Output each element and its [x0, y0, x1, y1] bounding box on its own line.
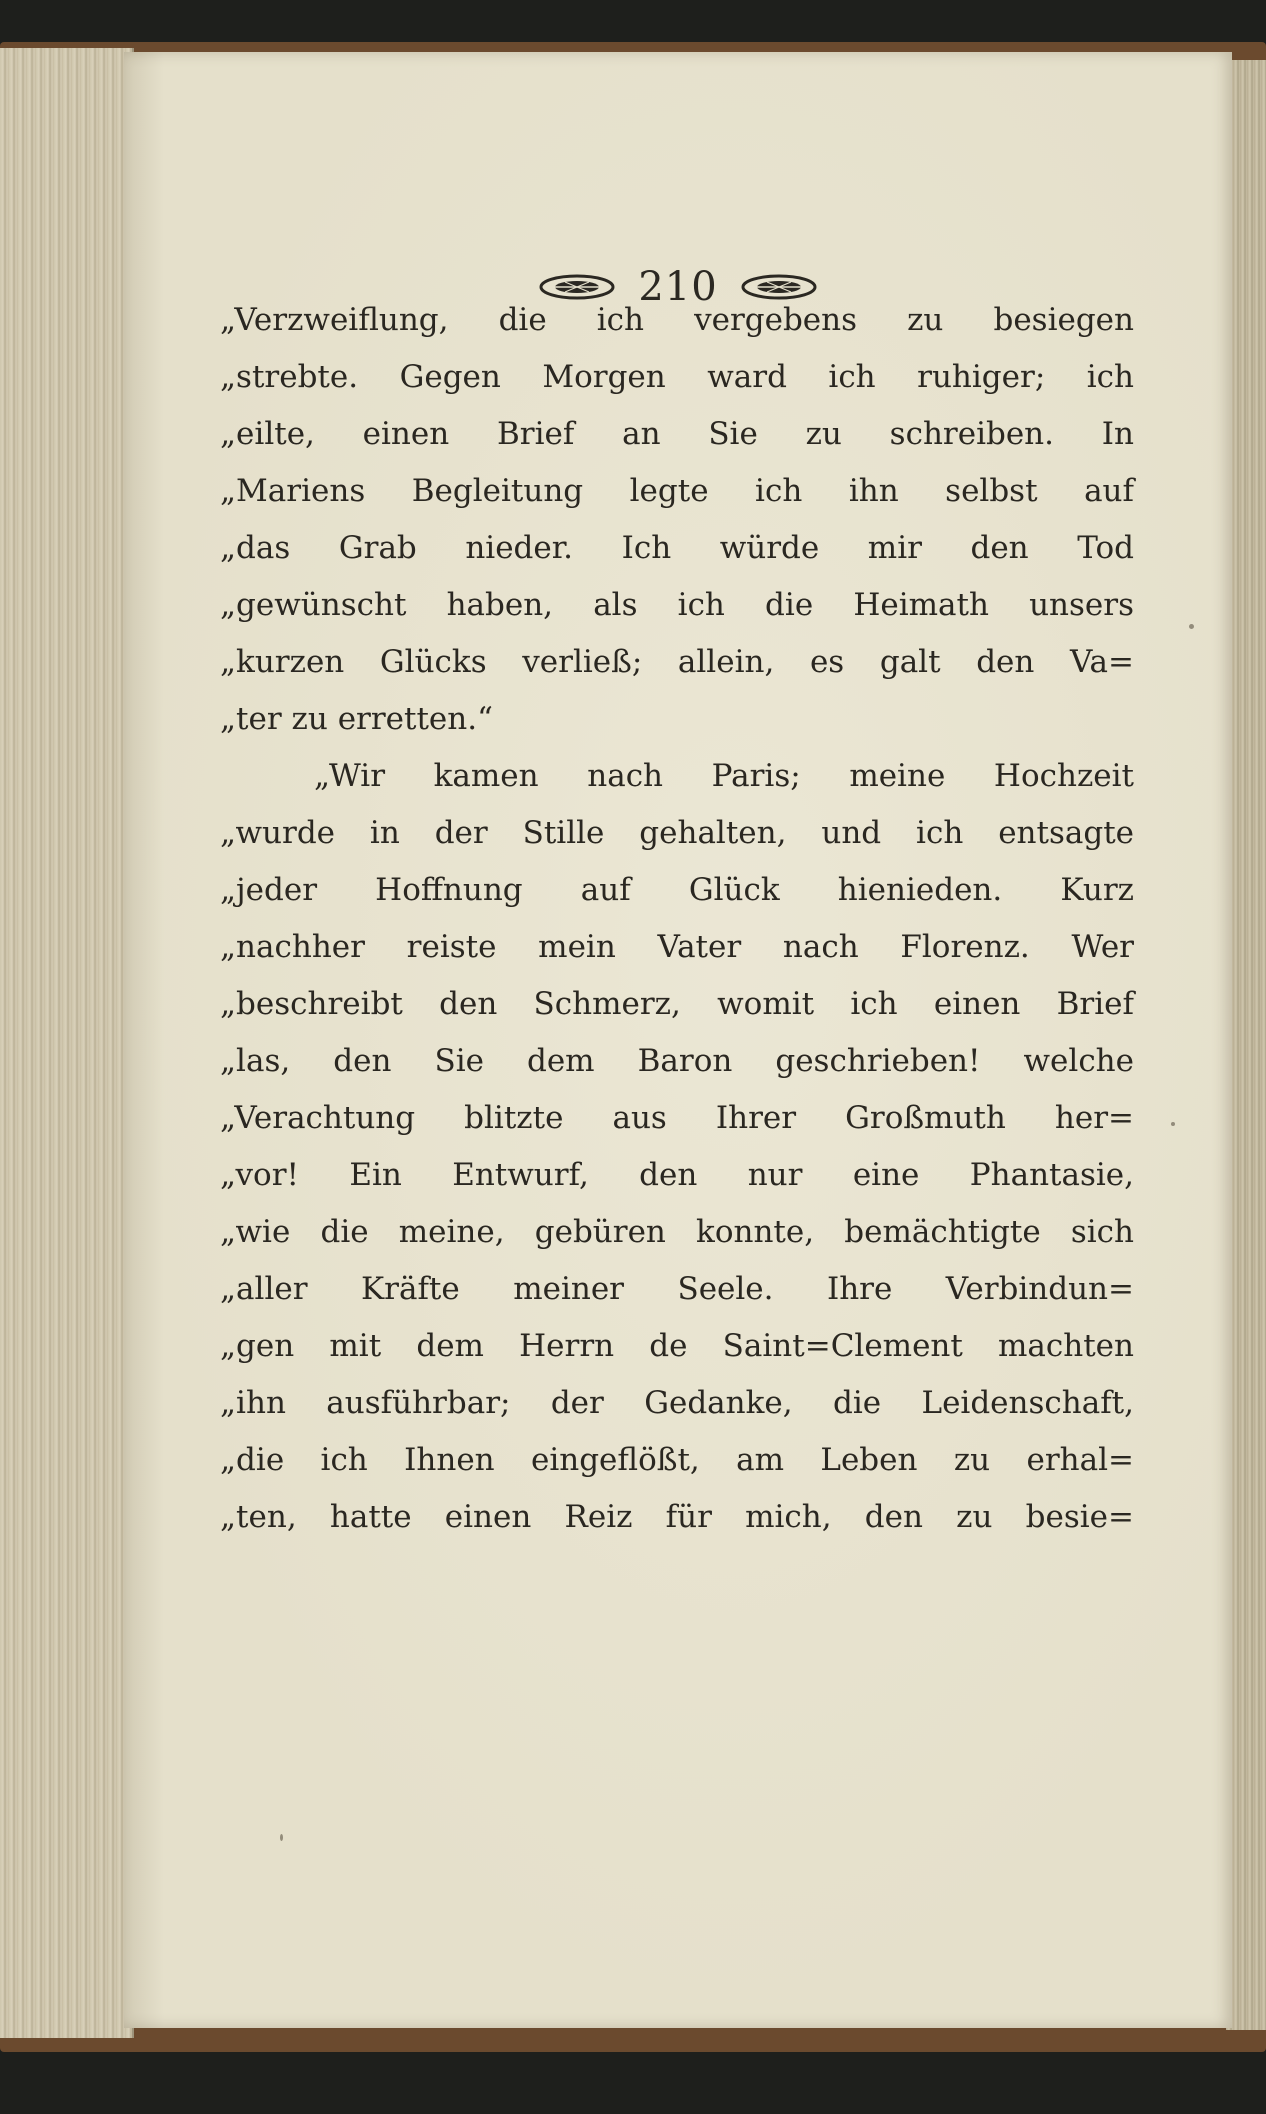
paper-speck	[1171, 1122, 1175, 1126]
text-line: „wurde in der Stille gehalten, und ich entsagte	[220, 815, 1134, 851]
text-line: „das Grab nieder. Ich würde mir den Tod	[220, 530, 1134, 566]
text-line: „strebte. Gegen Morgen ward ich ruhiger; ich	[220, 359, 1134, 395]
text-line: „gen mit dem Herrn de Saint=Clement machten	[220, 1328, 1134, 1364]
text-line: „ter zu erretten.“	[220, 701, 493, 737]
paper-speck	[280, 1834, 283, 1841]
text-line: „nachher reiste mein Vater nach Florenz. Wer	[220, 929, 1134, 965]
text-line: „Mariens Begleitung legte ich ihn selbst auf	[220, 473, 1134, 509]
text-line: „beschreibt den Schmerz, womit ich einen Brief	[220, 986, 1134, 1022]
text-line: „ihn ausführbar; der Gedanke, die Leidenschaft,	[220, 1385, 1134, 1421]
text-line: „die ich Ihnen eingeflößt, am Leben zu erhal=	[220, 1442, 1134, 1478]
paper-speck	[1189, 624, 1194, 629]
text-line: „las, den Sie dem Baron geschrieben! welche	[220, 1043, 1134, 1079]
text-line: „ten, hatte einen Reiz für mich, den zu besie=	[220, 1499, 1134, 1535]
text-line: „Wir kamen nach Paris; meine Hochzeit	[314, 758, 1134, 794]
text-line: „wie die meine, gebüren konnte, bemächtigte sich	[220, 1214, 1134, 1250]
text-line: „Verzweiflung, die ich vergebens zu besiegen	[220, 302, 1134, 338]
text-line: „aller Kräfte meiner Seele. Ihre Verbindun=	[220, 1271, 1134, 1307]
text-line: „eilte, einen Brief an Sie zu schreiben. In	[220, 416, 1134, 452]
page-edges-right	[1226, 60, 1266, 2030]
page-number: 210	[638, 264, 718, 310]
text-line: „gewünscht haben, als ich die Heimath unsers	[220, 587, 1134, 623]
text-line: „jeder Hoffnung auf Glück hienieden. Kurz	[220, 872, 1134, 908]
text-line: „kurzen Glücks verließ; allein, es galt den Va=	[220, 644, 1134, 680]
page-edges-left	[0, 48, 134, 2038]
text-line: „Verachtung blitzte aus Ihrer Großmuth her=	[220, 1100, 1134, 1136]
body-text	[220, 292, 1134, 1546]
text-line: „vor! Ein Entwurf, den nur eine Phantasie,	[220, 1157, 1134, 1193]
